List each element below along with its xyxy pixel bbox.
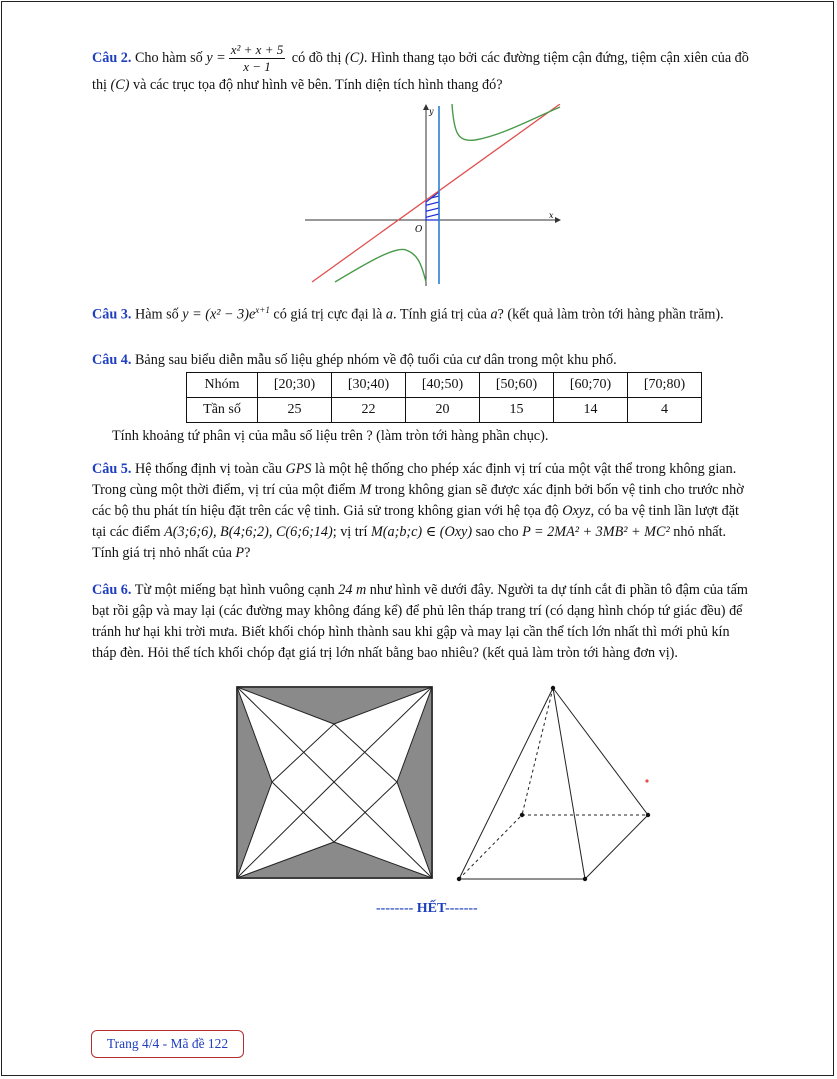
y-axis-label: y bbox=[429, 107, 434, 116]
question-5-label: Câu 5. bbox=[92, 461, 132, 477]
table-cell: 14 bbox=[554, 398, 628, 423]
q3-text-2: có giá trị cực đại là bbox=[269, 306, 386, 323]
table-cell: [40;50) bbox=[406, 373, 480, 398]
table-cell: [70;80) bbox=[628, 373, 702, 398]
q3-text-4: ? (kết quả làm tròn tới hàng phần trăm). bbox=[497, 306, 724, 323]
q5-text-6: sao cho bbox=[472, 524, 523, 540]
q4-question: Tính khoảng tứ phân vị của mẫu số liệu trên ? (làm tròn tới hàng phần chục). bbox=[112, 428, 549, 444]
q5-text-4: , có ba vệ tinh lần lượt đặt tại các điểm bbox=[92, 503, 739, 540]
x-axis-arrow bbox=[555, 217, 561, 223]
question-6-label: Câu 6. bbox=[92, 582, 132, 598]
q5-oxyz: Oxyz bbox=[562, 503, 591, 519]
table-row-header bbox=[187, 373, 702, 398]
red-dot bbox=[645, 779, 648, 782]
q4-text-1: Bảng sau biểu diễn mẫu số liệu ghép nhóm về độ tuổi của cư dân trong một khu phố. bbox=[131, 352, 617, 368]
table-cell: [50;60) bbox=[480, 373, 554, 398]
q5-point-m: M bbox=[359, 482, 372, 498]
q5-text-3: trong không gian sẽ được xác định bởi bốn vệ tinh cho trước nhờ các bộ thu phát tín hiệu đặt trên các vệ tinh. Giả sử trong không gian với hệ tọa độ bbox=[92, 482, 744, 519]
table-cell: [30;40) bbox=[332, 373, 406, 398]
q2-curve-name: (C) bbox=[344, 49, 364, 66]
question-2 bbox=[92, 42, 754, 96]
q2-denominator: x − 1 bbox=[243, 59, 271, 74]
curve-left-branch bbox=[335, 249, 426, 282]
q3-exponent: x+1 bbox=[255, 305, 270, 315]
q3-text-1: Hàm số bbox=[131, 306, 183, 323]
question-3-label: Câu 3. bbox=[92, 306, 132, 323]
question-4-label: Câu 4. bbox=[92, 352, 132, 368]
pyramid-visible-edges bbox=[459, 688, 648, 879]
table-cell: 15 bbox=[480, 398, 554, 423]
q5-gps: GPS bbox=[285, 461, 312, 477]
frequency-table bbox=[186, 372, 702, 423]
table-cell: [60;70) bbox=[554, 373, 628, 398]
q2-text-3: . Hình thang tạo bởi các đường tiệm cận đứng, tiệm cận xiên của đồ thị bbox=[92, 49, 749, 93]
q5-text-8: ? bbox=[244, 545, 251, 561]
tarp-square-figure bbox=[236, 686, 434, 880]
q5-text-1: Hệ thống định vị toàn cầu bbox=[131, 461, 286, 477]
q2-graph bbox=[305, 104, 565, 286]
q2-fraction bbox=[229, 42, 285, 75]
q5-points: A(3;6;6), B(4;6;2), C(6;6;14) bbox=[164, 524, 333, 540]
q5-p: P bbox=[235, 545, 245, 561]
q3-a-2: a bbox=[490, 306, 498, 323]
table-row-frequency bbox=[187, 398, 702, 423]
q6-text-1: Từ một miếng bạt hình vuông cạnh bbox=[131, 582, 339, 598]
x-axis-label: x bbox=[549, 211, 554, 220]
q5-text-2: là một hệ thống cho phép xác định vị trí của một vật thể trong không gian. Trong cùng một thời điểm, vị trí của một điểm bbox=[92, 461, 737, 498]
q2-curve-name-2: (C) bbox=[110, 77, 130, 93]
table-cell: Tần số bbox=[187, 398, 258, 423]
q5-text-7: nhỏ nhất. Tính giá trị nhỏ nhất của bbox=[92, 524, 727, 561]
table-cell: Nhóm bbox=[187, 373, 258, 398]
page-footer: Trang 4/4 - Mã đề 122 bbox=[91, 1030, 244, 1058]
question-2-label: Câu 2. bbox=[92, 49, 132, 66]
oblique-asymptote bbox=[312, 104, 560, 282]
q2-text-4: và các trục tọa độ như hình vẽ bên. Tính diện tích hình thang đó? bbox=[129, 77, 503, 93]
q2-numerator: x² + x + 5 bbox=[230, 42, 284, 57]
q6-text-2: như hình vẽ dưới đây. Người ta dự tính cắt đi phần tô đậm của tấm bạt rồi gập và may lại (các đường may không đáng kể) để phủ lên tháp trang trí (có dạng hình chóp tứ giác đều) để tránh hư hại khi trời mưa. Biết khối chóp hình thành sau khi gập và may lại cần thể tích lớn nhất thì mới phủ kín tháp đèn. Hỏi thể tích khối chóp đạt giá trị lớn nhất bằng bao nhiêu? (kết quả làm tròn tới hàng đơn vị). bbox=[92, 582, 748, 661]
q5-text-5: ; vị trí bbox=[332, 524, 371, 540]
q3-a: a bbox=[385, 306, 393, 323]
question-5 bbox=[92, 459, 754, 564]
q2-function-y: y = bbox=[206, 49, 226, 66]
trapezoid-hatch bbox=[415, 192, 455, 226]
end-marker: -------- HẾT------- bbox=[376, 901, 478, 916]
q5-m-position: M(a;b;c) ∈ (Oxy) bbox=[370, 524, 473, 540]
table-cell: [20;30) bbox=[258, 373, 332, 398]
curve-right-branch bbox=[452, 104, 560, 140]
table-cell: 25 bbox=[258, 398, 332, 423]
pyramid-hidden-edges bbox=[459, 688, 648, 879]
q2-text-2: có đồ thị bbox=[288, 49, 345, 66]
table-cell: 4 bbox=[628, 398, 702, 423]
q2-text-1: Cho hàm số bbox=[131, 49, 207, 66]
origin-label: O bbox=[415, 225, 423, 235]
question-3 bbox=[92, 300, 754, 326]
question-4 bbox=[92, 350, 754, 371]
q3-text-3: . Tính giá trị của bbox=[392, 306, 491, 323]
question-6 bbox=[92, 580, 754, 664]
q6-side: 24 m bbox=[338, 582, 367, 598]
table-cell: 22 bbox=[332, 398, 406, 423]
q3-function: y = (x² − 3)e bbox=[182, 306, 256, 323]
pyramid-figure bbox=[452, 684, 662, 884]
table-cell: 20 bbox=[406, 398, 480, 423]
q5-expression-p: P = 2MA² + 3MB² + MC² bbox=[522, 524, 670, 540]
